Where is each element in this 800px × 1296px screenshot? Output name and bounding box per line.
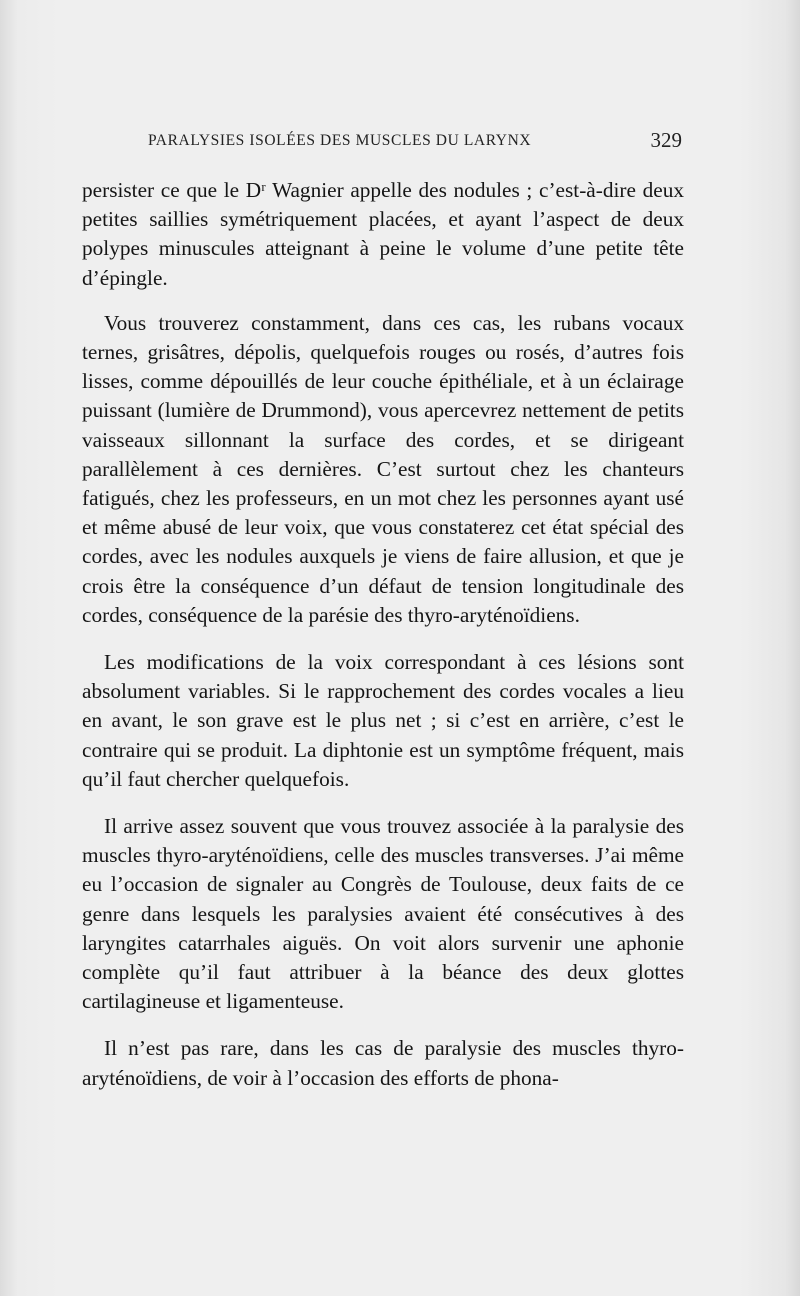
paragraph-continued: persister ce que le Dʳ Wagnier appelle des nodules ; c’est-à-dire deux petites saillies symétriquement placées, et ayant l’aspect de deux polypes minuscules atteignant à peine le volume d’une petite tête d’épingle. <box>82 178 684 290</box>
page-number: 329 <box>650 128 682 152</box>
paragraph: Il arrive assez souvent que vous trouvez associée à la paralysie des muscles thyro-aryténoïdiens, celle des muscles transverses. J’ai même eu l’occasion de signaler au Congrès de Toulouse, deux faits de ce genre dans lesquels les paralysies avaient été consécutives à des laryngites catarrhales aiguës. On voit alors survenir une aphonie complète qu’il faut attribuer à la béance des deux glottes cartilagineuse et ligamenteuse. <box>82 814 684 1014</box>
paragraph: Il n’est pas rare, dans les cas de paralysie des muscles thyro-aryténoïdiens, de voir à l’occasion des efforts de phona- <box>82 1036 684 1090</box>
paragraph: Les modifications de la voix correspondant à ces lésions sont absolument variables. Si le rapprochement des cordes vocales a lieu en avant, le son grave est le plus net ; si c’est en arrière, c’est le contraire qui se produit. La diphtonie est un symptôme fréquent, mais qu’il faut chercher quelquefois. <box>82 650 684 791</box>
running-header <box>148 128 682 156</box>
body-text <box>82 176 684 1093</box>
paragraph: Vous trouverez constamment, dans ces cas, les rubans vocaux ternes, grisâtres, dépolis, quelquefois rouges ou rosés, d’autres fois lisses, comme dépouillés de leur couche épithéliale, et à un éclairage puissant (lumière de Drummond), vous apercevrez nettement de petits vaisseaux sillonnant la surface des cordes, et se dirigeant parallèlement à ces dernières. C’est surtout chez les chanteurs fatigués, chez les professeurs, en un mot chez les personnes ayant usé et même abusé de leur voix, que vous constaterez cet état spécial des cordes, avec les nodules auxquels je viens de faire allusion, et que je crois être la conséquence d’un défaut de tension longitudinale des cordes, conséquence de la parésie des thyro-aryténoïdiens. <box>82 310 684 627</box>
running-title: PARALYSIES ISOLÉES DES MUSCLES DU LARYNX <box>148 132 532 149</box>
